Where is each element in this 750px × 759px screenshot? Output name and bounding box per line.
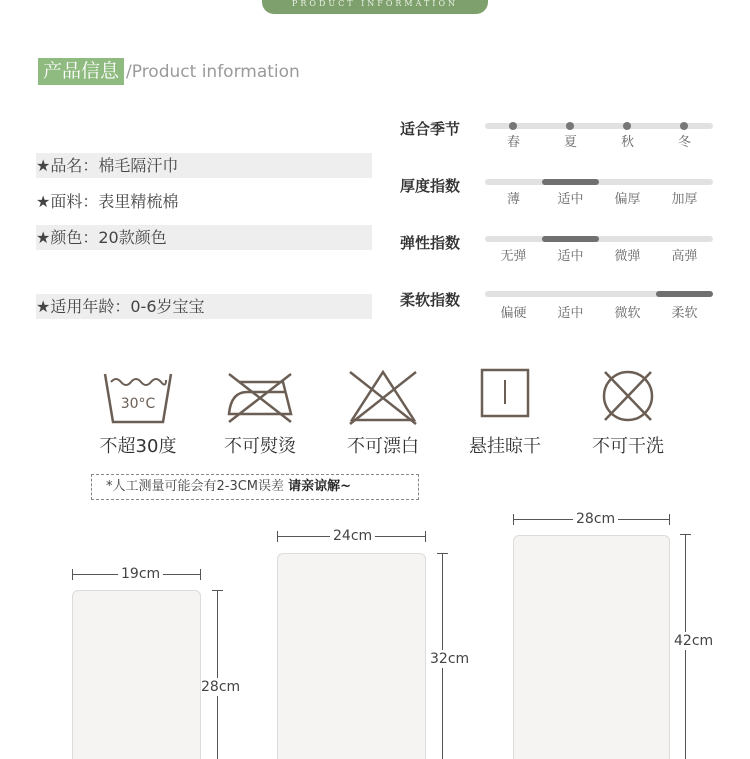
rating-indicator [656,291,713,297]
info-value: 0-6岁宝宝 [130,297,205,316]
rating-option: 微弹 [614,249,641,264]
info-label: ★颜色： [36,228,99,247]
wash-temp-text: 30°C [120,396,156,412]
info-label: ★品名： [36,156,99,175]
care-label: 不可漂白 [347,436,419,457]
width-label: 28cm [573,511,618,527]
rating-option: 微软 [614,306,641,321]
rating-track-elasticity [485,236,713,242]
rating-indicator [542,236,599,242]
rating-indicator [542,179,599,185]
width-label: 19cm [118,566,163,582]
hang-dry-icon [470,368,540,428]
no-dry-clean-icon [593,368,663,428]
towel-small [72,590,201,759]
info-row-age [36,294,372,319]
width-label: 24cm [330,528,375,544]
rating-option: 冬 [677,135,691,150]
care-label: 不超30度 [99,436,177,457]
section-title-en: /Product information [126,61,300,82]
rating-label-elasticity: 弹性指数 [400,234,461,252]
rating-option: 适中 [557,192,584,207]
info-row-name [36,153,372,178]
info-value: 表里精梳棉 [98,192,179,211]
section-title [38,58,300,85]
rating-option: 夏 [563,135,577,150]
info-value: 棉毛隔汗巾 [98,156,179,175]
rating-option: 无弹 [500,249,527,264]
rating-dot [566,122,574,130]
measurement-note [91,474,419,500]
rating-option: 适中 [557,249,584,264]
rating-label-thickness: 厚度指数 [400,177,461,195]
no-iron-icon [225,368,295,428]
towel-large [513,535,670,759]
rating-option: 秋 [620,135,634,150]
info-row-fabric [36,189,372,214]
rating-label-season: 适合季节 [400,120,461,138]
header-banner [262,0,488,14]
wash-30-icon [103,368,173,428]
rating-option: 适中 [557,306,584,321]
info-label: ★适用年龄： [36,297,131,316]
info-value: 20款颜色 [98,228,167,247]
care-label: 悬挂晾干 [469,436,541,457]
rating-track-softness [485,291,713,297]
height-label: 42cm [674,633,714,649]
rating-dot [623,122,631,130]
towel-medium [277,553,426,759]
height-label: 28cm [201,679,241,695]
rating-label-softness: 柔软指数 [400,291,461,309]
rating-track-season [485,123,713,129]
header-banner-text: PRODUCT INFORMATION [292,0,458,8]
note-text: *人工测量可能会有2-3CM误差 [106,479,289,494]
care-label: 不可熨烫 [224,436,296,457]
rating-option: 偏硬 [500,306,527,321]
rating-option: 春 [506,135,520,150]
info-label: ★面料： [36,192,99,211]
rating-option: 薄 [506,192,520,207]
note-emphasis: 请亲谅解~ [288,479,352,494]
rating-track-thickness [485,179,713,185]
height-dimension [212,590,223,759]
care-label: 不可干洗 [592,436,664,457]
info-row-color [36,225,372,250]
rating-option: 柔软 [671,306,698,321]
rating-option: 加厚 [671,192,698,207]
no-bleach-icon [348,368,418,428]
rating-dot [680,122,688,130]
rating-dot [509,122,517,130]
section-title-cn: 产品信息 [38,58,124,85]
height-label: 32cm [430,651,470,667]
rating-option: 偏厚 [614,192,641,207]
rating-option: 高弹 [671,249,698,264]
